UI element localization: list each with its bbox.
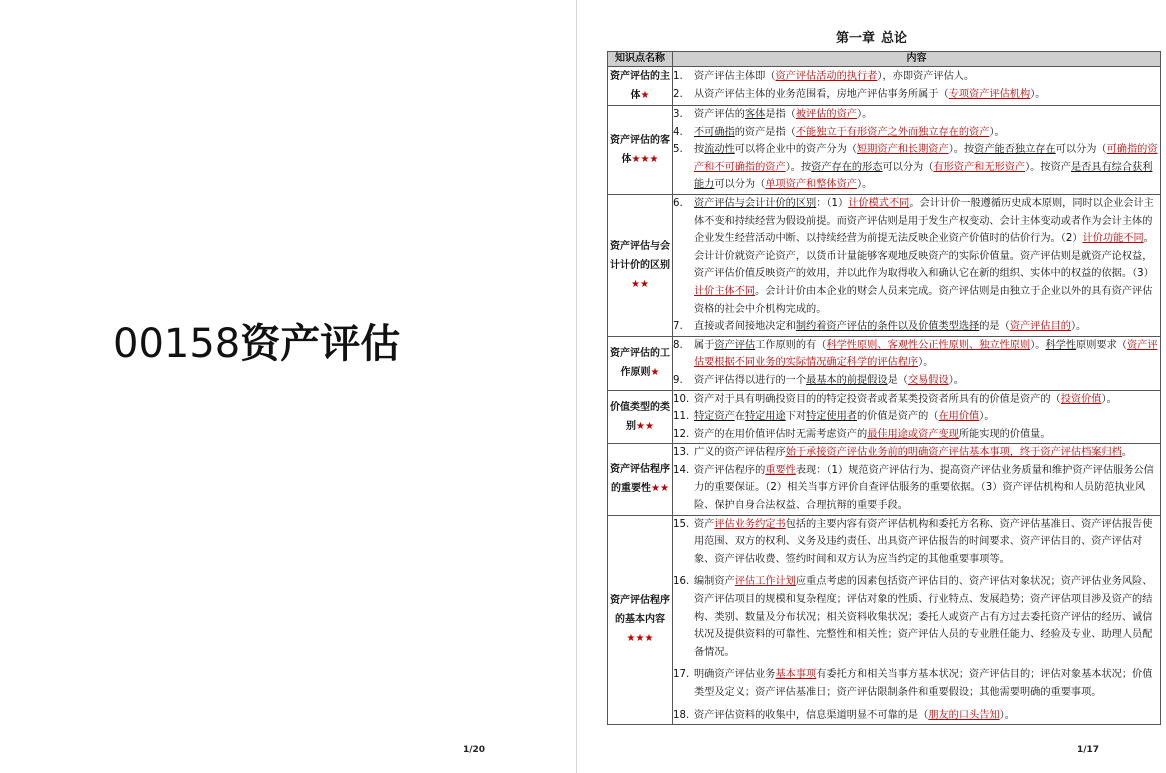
answer-highlight: 在用价值	[938, 411, 980, 423]
item-text	[694, 195, 1160, 318]
section-content-cell	[673, 515, 1161, 725]
list-item	[673, 444, 1160, 462]
answer-highlight: 专项资产评估机构	[948, 89, 1031, 100]
left-page	[0, 0, 576, 773]
section-name: 资产评估的工作原则	[610, 348, 670, 379]
answer-highlight: 单项资产和整体资产	[765, 179, 857, 191]
section-name: 资产评估与会计计价的区别	[610, 240, 670, 271]
text-run: ）。	[857, 109, 873, 120]
star-rating: ★★★	[631, 153, 659, 165]
section-name-cell	[608, 336, 673, 390]
list-item	[673, 124, 1160, 142]
key-term: 制约着资产评估的条件以及价值类型选择	[795, 321, 980, 333]
answer-highlight: 计价功能不同	[1082, 233, 1144, 245]
text-run: ）。	[1030, 89, 1046, 100]
text-run: 可以分为（	[714, 179, 766, 191]
item-number: 2.	[673, 89, 683, 100]
text-run: ）。	[1070, 321, 1087, 333]
knowledge-table	[607, 51, 1161, 725]
text-run: 工作原则的有（	[755, 339, 827, 351]
section-name-cell	[608, 67, 673, 106]
list-item	[673, 106, 1160, 124]
answer-highlight: 计价主体不同	[694, 285, 756, 297]
answer-highlight: 短期资产和长期资产	[857, 144, 949, 156]
item-number: 16.	[673, 576, 690, 588]
text-run: 。会计计价一般遵循历史成本原则，同时以企业会计主体不变和持续经营为假设前提。而资产评估则是用于发生产权变动、会计主体变动或者作为会计主体的企业发生经营活动中断、以持续经营为前提无法反映企业资产价值时的估价行为。（2）	[694, 197, 1154, 245]
text-run: 。会计计价由本企业的财会人员来完成。资产评估则是由独立于企业以外的具有资产评估资格的社会中介机构完成的。	[694, 285, 1153, 315]
answer-highlight: 朋友的口头告知	[928, 709, 1000, 721]
text-run: ），亦即资产评估人。	[877, 71, 975, 83]
text-run: 原则要求（	[1076, 339, 1127, 351]
cover-name: 资产评估	[240, 321, 401, 367]
text-run: 明确资产评估业务	[694, 669, 776, 681]
list-item	[673, 573, 1160, 661]
item-text	[694, 391, 1160, 409]
text-run: 在	[734, 411, 745, 423]
item-text	[694, 141, 1160, 194]
text-run: 有委托方和相关当事方基本状况；资产评估目的；评估对象基本状况；价值类型及定义；资产评估基准日；资产评估限制条件和重要假设；其他需要明确的重要事项。	[694, 669, 1153, 698]
text-run: ）。按	[785, 161, 812, 173]
text-run: 所能实现的价值量。	[958, 428, 1051, 440]
list-item	[673, 391, 1160, 409]
text-run: 的价值是资产的（	[857, 411, 939, 423]
text-run: ）。	[857, 179, 873, 191]
item-text	[694, 106, 1160, 124]
list-item	[673, 408, 1160, 426]
section-content-cell	[673, 390, 1161, 444]
item-number: 8.	[673, 339, 683, 351]
text-run: ）。按	[948, 144, 975, 156]
item-number: 13.	[673, 447, 690, 459]
item-number: 6.	[673, 197, 683, 209]
header-name: 知识点名称	[608, 52, 673, 67]
item-number: 4.	[673, 126, 683, 138]
answer-highlight: 始于承接资产评估业务前的明确资产评估基本事项，终于资产评估档案归档	[785, 447, 1122, 459]
text-run: 属于	[694, 339, 715, 351]
text-run: 按	[694, 144, 705, 156]
item-text	[694, 666, 1160, 701]
answer-highlight: 资产评估目的	[1009, 321, 1071, 333]
list-item	[673, 195, 1160, 318]
item-text	[694, 372, 1160, 390]
text-run: 可以将企业中的资产分为（	[734, 144, 857, 156]
text-run: ）。	[1030, 339, 1046, 351]
key-term: 资产能否独立存在	[974, 144, 1056, 156]
table-row	[608, 106, 1161, 195]
table-row	[608, 336, 1161, 390]
text-run: 从资产评估主体的业务范围看，房地产评估事务所属于（	[694, 89, 949, 100]
item-text	[694, 707, 1160, 725]
table-body	[608, 67, 1161, 725]
item-number: 5.	[673, 144, 683, 156]
right-page-number: 1/17	[1077, 745, 1100, 755]
answer-highlight: 评估业务约定书	[714, 518, 786, 530]
text-run: 直接或者间接地决定和	[694, 321, 796, 333]
cover-code: 00158	[113, 321, 241, 367]
item-text	[694, 462, 1160, 515]
table-row	[608, 390, 1161, 444]
text-run: 编制资产	[694, 576, 735, 588]
chapter-subtitle: 总论	[881, 31, 908, 46]
section-name: 资产评估程序的基本内容	[610, 595, 670, 626]
table-row	[608, 444, 1161, 515]
table-header-row	[608, 52, 1161, 67]
text-run: ）。	[999, 709, 1015, 721]
list-item	[673, 86, 1160, 104]
key-term: 最基本的前提假设	[806, 374, 888, 386]
text-run: 资产的在用价值评估时无需考虑资产的	[694, 428, 868, 440]
star-rating: ★	[650, 367, 660, 379]
answer-highlight: 资产评估活动的执行者	[775, 71, 878, 83]
text-run: ）。	[918, 357, 934, 369]
answer-highlight: 科学性原则、客观性公正性原则、独立性原则	[826, 339, 1031, 351]
item-text	[694, 86, 1160, 104]
section-name: 资产评估的主体	[610, 71, 670, 101]
item-text	[694, 426, 1160, 444]
text-run: 可以分为（	[882, 161, 934, 173]
text-run: 资产评估资料的收集中，信息渠道明显不可靠的是（	[694, 709, 929, 721]
text-run: 资产评估主体即（	[694, 71, 776, 83]
answer-highlight: 可确指的资产和不可确指的资产	[694, 144, 1158, 173]
star-rating: ★★★	[626, 633, 654, 645]
list-item	[673, 426, 1160, 444]
key-term: 资产评估	[714, 339, 756, 351]
text-run: 表现：（1）规范资产评估行为、提高资产评估业务质量和维护资产评估服务公信力的重要保证。（2）相关当事方评价自查评估服务的重要依据。（3）资产评估机构和人员防范执业风险、保护自身合法权益、合理抗辩的重要手段。	[694, 464, 1154, 512]
star-rating: ★★	[651, 483, 669, 495]
table-row	[608, 515, 1161, 725]
star-rating: ★	[640, 90, 650, 101]
text-run: 资产对于具有明确投资目的的特定投资者或者某类投资者所具有的价值是资产的（	[694, 393, 1061, 405]
text-run: ）。按资产	[1025, 161, 1071, 173]
item-number: 7.	[673, 321, 683, 333]
text-run: 应重点考虑的因素包括资产评估目的、资产评估对象状况；资产评估业务风险、资产评估项目的规模和复杂程度；评估对象的性质、行业特点、发展趋势；资产评估项目涉及资产的结构、类别、数量及分布状况；相关资料收集状况；委托人或资产占有方过去委托资产评估的经历、诚信状况及提供资料的可靠性、完整性和相关性；资产评估人员的专业胜任能力、经验及专业、助理人员配备情况。	[694, 576, 1153, 658]
chapter-heading	[577, 30, 1166, 48]
list-item	[673, 68, 1160, 86]
text-run: 包括的主要内容有资产评估机构和委托方名称、资产评估基准日、资产评估报告使用范围、双方的权利、义务及违约责任、出具资产评估报告的时间要求、资产评估目的、资产评估对象、资产评估收费、签约时间和双方认为应当约定的其他重要事项等。	[694, 518, 1153, 565]
section-content-cell	[673, 194, 1161, 336]
item-number: 11.	[673, 411, 690, 423]
item-number: 14.	[673, 464, 690, 476]
item-text	[694, 318, 1160, 336]
list-item	[673, 372, 1160, 390]
right-page	[577, 0, 1166, 773]
item-text	[694, 124, 1160, 142]
chapter-title: 第一章	[835, 31, 875, 46]
item-number: 12.	[673, 428, 690, 440]
text-run: ）。	[948, 374, 964, 386]
section-name: 资产评估程序的重要性	[610, 464, 670, 495]
answer-highlight: 评估工作计划	[734, 576, 796, 588]
text-run: 下对	[785, 411, 807, 423]
key-term: 科学性	[1045, 339, 1077, 351]
item-text	[694, 516, 1160, 569]
left-page-number: 1/20	[463, 745, 486, 755]
list-item	[673, 707, 1160, 725]
item-text	[694, 408, 1160, 426]
item-number: 9.	[673, 374, 683, 386]
section-name-cell	[608, 194, 673, 336]
item-text	[694, 573, 1160, 661]
text-run: 。会计计价就资产论资产，以货币计量能够客观地反映资产的实际价值量。资产评估则是就资产论权益，资产评估价值反映资产的效用，并以此作为取得收入和确认它在新的组织、实体中的权益的依据。（3）	[694, 233, 1154, 280]
item-number: 3.	[673, 109, 683, 120]
section-name-cell	[608, 106, 673, 195]
key-term: 是否具有综合获利能力	[694, 161, 1153, 191]
text-run: ）。	[979, 411, 995, 423]
answer-highlight: 不能独立于有形资产之外而独立存在的资产	[795, 126, 990, 138]
cover-title	[113, 316, 400, 372]
answer-highlight: 被评估的资产	[795, 109, 857, 120]
list-item	[673, 318, 1160, 336]
answer-highlight: 计价模式不同	[848, 197, 910, 209]
item-text	[694, 68, 1160, 86]
item-number: 1.	[673, 71, 683, 83]
answer-highlight: 投资价值	[1060, 393, 1102, 405]
section-content-cell	[673, 67, 1161, 106]
text-run: ）。	[1101, 393, 1117, 405]
text-run: ：（1）	[816, 197, 849, 209]
section-name: 价值类型的类别	[610, 401, 670, 432]
list-item	[673, 666, 1160, 701]
item-number: 18.	[673, 709, 690, 721]
list-item	[673, 337, 1160, 372]
text-run: 广义的资产评估程序	[694, 447, 786, 459]
key-term: 不可确指	[694, 126, 735, 138]
answer-highlight: 交易假设	[907, 374, 949, 386]
list-item	[673, 462, 1160, 515]
key-term: 特定资产	[694, 411, 735, 423]
text-run: 是指（	[765, 109, 796, 120]
section-name-cell	[608, 390, 673, 444]
key-term: 特定使用者	[806, 411, 857, 423]
answer-highlight: 重要性	[765, 464, 796, 476]
answer-highlight: 最佳用途或资产变现	[867, 428, 959, 440]
key-term: 特定用途	[744, 411, 786, 423]
text-run: 的是（	[979, 321, 1010, 333]
table-row	[608, 67, 1161, 106]
item-text	[694, 444, 1160, 462]
text-run: 可以分为（	[1055, 144, 1107, 156]
text-run: 资产评估得以进行的一个	[694, 374, 807, 386]
item-number: 15.	[673, 518, 690, 530]
star-rating: ★★	[636, 420, 654, 432]
key-term: 客体	[744, 109, 766, 120]
item-number: 17.	[673, 669, 690, 681]
list-item	[673, 141, 1160, 194]
text-run: 资产	[694, 518, 715, 530]
section-content-cell	[673, 336, 1161, 390]
item-text	[694, 337, 1160, 372]
answer-highlight: 有形资产和无形资产	[933, 161, 1026, 173]
answer-highlight: 基本事项	[775, 669, 817, 681]
section-content-cell	[673, 444, 1161, 515]
section-name-cell	[608, 444, 673, 515]
header-content: 内容	[673, 52, 1161, 67]
text-run: 的资产是指（	[734, 126, 796, 138]
list-item	[673, 516, 1160, 569]
text-run: ）。	[989, 126, 1005, 138]
item-number: 10.	[673, 393, 690, 405]
section-name: 资产评估的客体	[610, 134, 670, 165]
text-run: 资产评估程序的	[694, 464, 766, 476]
section-content-cell	[673, 106, 1161, 195]
text-run: 。	[1121, 447, 1133, 459]
key-term: 流动性	[704, 144, 735, 156]
star-rating: ★★	[631, 278, 649, 290]
text-run: 资产评估的	[694, 109, 745, 120]
text-run: 是（	[887, 374, 908, 386]
key-term: 资产存在的形态	[811, 161, 883, 173]
key-term: 资产评估与会计计价的区别	[694, 197, 817, 209]
section-name-cell	[608, 515, 673, 725]
answer-highlight: 资产评估要根据不同业务的实际情况确定科学的评估程序	[694, 339, 1158, 369]
table-row	[608, 194, 1161, 336]
